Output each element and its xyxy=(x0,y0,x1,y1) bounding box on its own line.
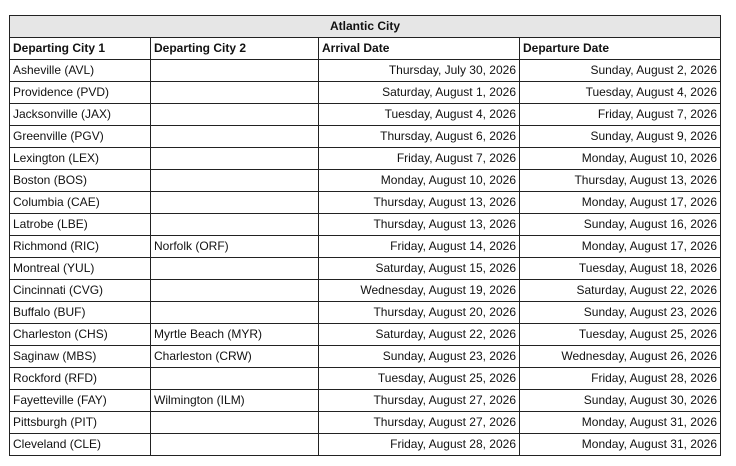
arrival-date-cell[interactable]: Wednesday, August 19, 2026 xyxy=(319,280,520,302)
table-row xyxy=(10,60,721,82)
departing-city-1-cell[interactable]: Boston (BOS) xyxy=(10,170,151,192)
arrival-date-cell[interactable]: Friday, August 7, 2026 xyxy=(319,148,520,170)
departing-city-1-cell[interactable]: Providence (PVD) xyxy=(10,82,151,104)
departing-city-2-cell[interactable]: Charleston (CRW) xyxy=(151,346,319,368)
departing-city-2-cell[interactable] xyxy=(151,82,319,104)
departing-city-1-cell[interactable]: Asheville (AVL) xyxy=(10,60,151,82)
table-row xyxy=(10,302,721,324)
arrival-date-cell[interactable]: Friday, August 14, 2026 xyxy=(319,236,520,258)
schedule-table xyxy=(9,15,721,456)
arrival-date-cell[interactable]: Thursday, August 20, 2026 xyxy=(319,302,520,324)
departing-city-2-cell[interactable] xyxy=(151,170,319,192)
arrival-date-cell[interactable]: Tuesday, August 25, 2026 xyxy=(319,368,520,390)
table-row xyxy=(10,390,721,412)
table-title: Atlantic City xyxy=(10,16,721,38)
arrival-date-cell[interactable]: Thursday, July 30, 2026 xyxy=(319,60,520,82)
departing-city-1-cell[interactable]: Greenville (PGV) xyxy=(10,126,151,148)
departing-city-2-cell[interactable] xyxy=(151,60,319,82)
table-row xyxy=(10,82,721,104)
arrival-date-cell[interactable]: Thursday, August 27, 2026 xyxy=(319,390,520,412)
departing-city-2-cell[interactable] xyxy=(151,192,319,214)
departing-city-2-cell[interactable] xyxy=(151,126,319,148)
departure-date-cell[interactable]: Sunday, August 30, 2026 xyxy=(520,390,721,412)
departing-city-2-cell[interactable] xyxy=(151,104,319,126)
arrival-date-cell[interactable]: Sunday, August 23, 2026 xyxy=(319,346,520,368)
departing-city-2-cell[interactable] xyxy=(151,258,319,280)
departing-city-1-cell[interactable]: Pittsburgh (PIT) xyxy=(10,412,151,434)
departing-city-2-cell[interactable]: Wilmington (ILM) xyxy=(151,390,319,412)
table-row xyxy=(10,148,721,170)
departing-city-1-cell[interactable]: Richmond (RIC) xyxy=(10,236,151,258)
arrival-date-cell[interactable]: Friday, August 28, 2026 xyxy=(319,434,520,456)
departure-date-cell[interactable]: Tuesday, August 25, 2026 xyxy=(520,324,721,346)
header-row xyxy=(10,38,721,60)
title-row xyxy=(10,16,721,38)
departure-date-cell[interactable]: Saturday, August 22, 2026 xyxy=(520,280,721,302)
table-row xyxy=(10,170,721,192)
table-row xyxy=(10,104,721,126)
departing-city-2-cell[interactable]: Norfolk (ORF) xyxy=(151,236,319,258)
departing-city-1-cell[interactable]: Saginaw (MBS) xyxy=(10,346,151,368)
arrival-date-cell[interactable]: Saturday, August 15, 2026 xyxy=(319,258,520,280)
departing-city-2-cell[interactable] xyxy=(151,148,319,170)
table-row xyxy=(10,324,721,346)
table-row xyxy=(10,236,721,258)
departing-city-2-cell[interactable] xyxy=(151,280,319,302)
arrival-date-cell[interactable]: Saturday, August 22, 2026 xyxy=(319,324,520,346)
departing-city-2-cell[interactable] xyxy=(151,368,319,390)
departure-date-cell[interactable]: Monday, August 17, 2026 xyxy=(520,236,721,258)
departing-city-2-cell[interactable] xyxy=(151,302,319,324)
departure-date-cell[interactable]: Thursday, August 13, 2026 xyxy=(520,170,721,192)
departure-date-cell[interactable]: Sunday, August 9, 2026 xyxy=(520,126,721,148)
table-row xyxy=(10,214,721,236)
departure-date-cell[interactable]: Monday, August 10, 2026 xyxy=(520,148,721,170)
header-departing-city-1: Departing City 1 xyxy=(10,38,151,60)
departing-city-2-cell[interactable] xyxy=(151,434,319,456)
arrival-date-cell[interactable]: Thursday, August 13, 2026 xyxy=(319,192,520,214)
arrival-date-cell[interactable]: Thursday, August 13, 2026 xyxy=(319,214,520,236)
departure-date-cell[interactable]: Wednesday, August 26, 2026 xyxy=(520,346,721,368)
departing-city-1-cell[interactable]: Cleveland (CLE) xyxy=(10,434,151,456)
departing-city-2-cell[interactable] xyxy=(151,214,319,236)
header-arrival-date: Arrival Date xyxy=(319,38,520,60)
departure-date-cell[interactable]: Friday, August 7, 2026 xyxy=(520,104,721,126)
table-row xyxy=(10,280,721,302)
arrival-date-cell[interactable]: Thursday, August 6, 2026 xyxy=(319,126,520,148)
departing-city-2-cell[interactable]: Myrtle Beach (MYR) xyxy=(151,324,319,346)
arrival-date-cell[interactable]: Tuesday, August 4, 2026 xyxy=(319,104,520,126)
arrival-date-cell[interactable]: Monday, August 10, 2026 xyxy=(319,170,520,192)
departing-city-1-cell[interactable]: Fayetteville (FAY) xyxy=(10,390,151,412)
table-row xyxy=(10,412,721,434)
departing-city-1-cell[interactable]: Jacksonville (JAX) xyxy=(10,104,151,126)
table-row xyxy=(10,434,721,456)
table-row xyxy=(10,346,721,368)
arrival-date-cell[interactable]: Thursday, August 27, 2026 xyxy=(319,412,520,434)
departing-city-2-cell[interactable] xyxy=(151,412,319,434)
departure-date-cell[interactable]: Sunday, August 23, 2026 xyxy=(520,302,721,324)
table-body xyxy=(10,60,721,456)
arrival-date-cell[interactable]: Saturday, August 1, 2026 xyxy=(319,82,520,104)
header-departing-city-2: Departing City 2 xyxy=(151,38,319,60)
table-row xyxy=(10,258,721,280)
departing-city-1-cell[interactable]: Buffalo (BUF) xyxy=(10,302,151,324)
departing-city-1-cell[interactable]: Montreal (YUL) xyxy=(10,258,151,280)
departing-city-1-cell[interactable]: Latrobe (LBE) xyxy=(10,214,151,236)
departure-date-cell[interactable]: Friday, August 28, 2026 xyxy=(520,368,721,390)
departing-city-1-cell[interactable]: Columbia (CAE) xyxy=(10,192,151,214)
departure-date-cell[interactable]: Sunday, August 2, 2026 xyxy=(520,60,721,82)
table-row xyxy=(10,192,721,214)
departure-date-cell[interactable]: Monday, August 31, 2026 xyxy=(520,434,721,456)
departure-date-cell[interactable]: Monday, August 31, 2026 xyxy=(520,412,721,434)
departure-date-cell[interactable]: Tuesday, August 18, 2026 xyxy=(520,258,721,280)
table-row xyxy=(10,368,721,390)
departing-city-1-cell[interactable]: Rockford (RFD) xyxy=(10,368,151,390)
departure-date-cell[interactable]: Tuesday, August 4, 2026 xyxy=(520,82,721,104)
table-row xyxy=(10,126,721,148)
departing-city-1-cell[interactable]: Charleston (CHS) xyxy=(10,324,151,346)
departure-date-cell[interactable]: Monday, August 17, 2026 xyxy=(520,192,721,214)
header-departure-date: Departure Date xyxy=(520,38,721,60)
departing-city-1-cell[interactable]: Cincinnati (CVG) xyxy=(10,280,151,302)
departure-date-cell[interactable]: Sunday, August 16, 2026 xyxy=(520,214,721,236)
departing-city-1-cell[interactable]: Lexington (LEX) xyxy=(10,148,151,170)
